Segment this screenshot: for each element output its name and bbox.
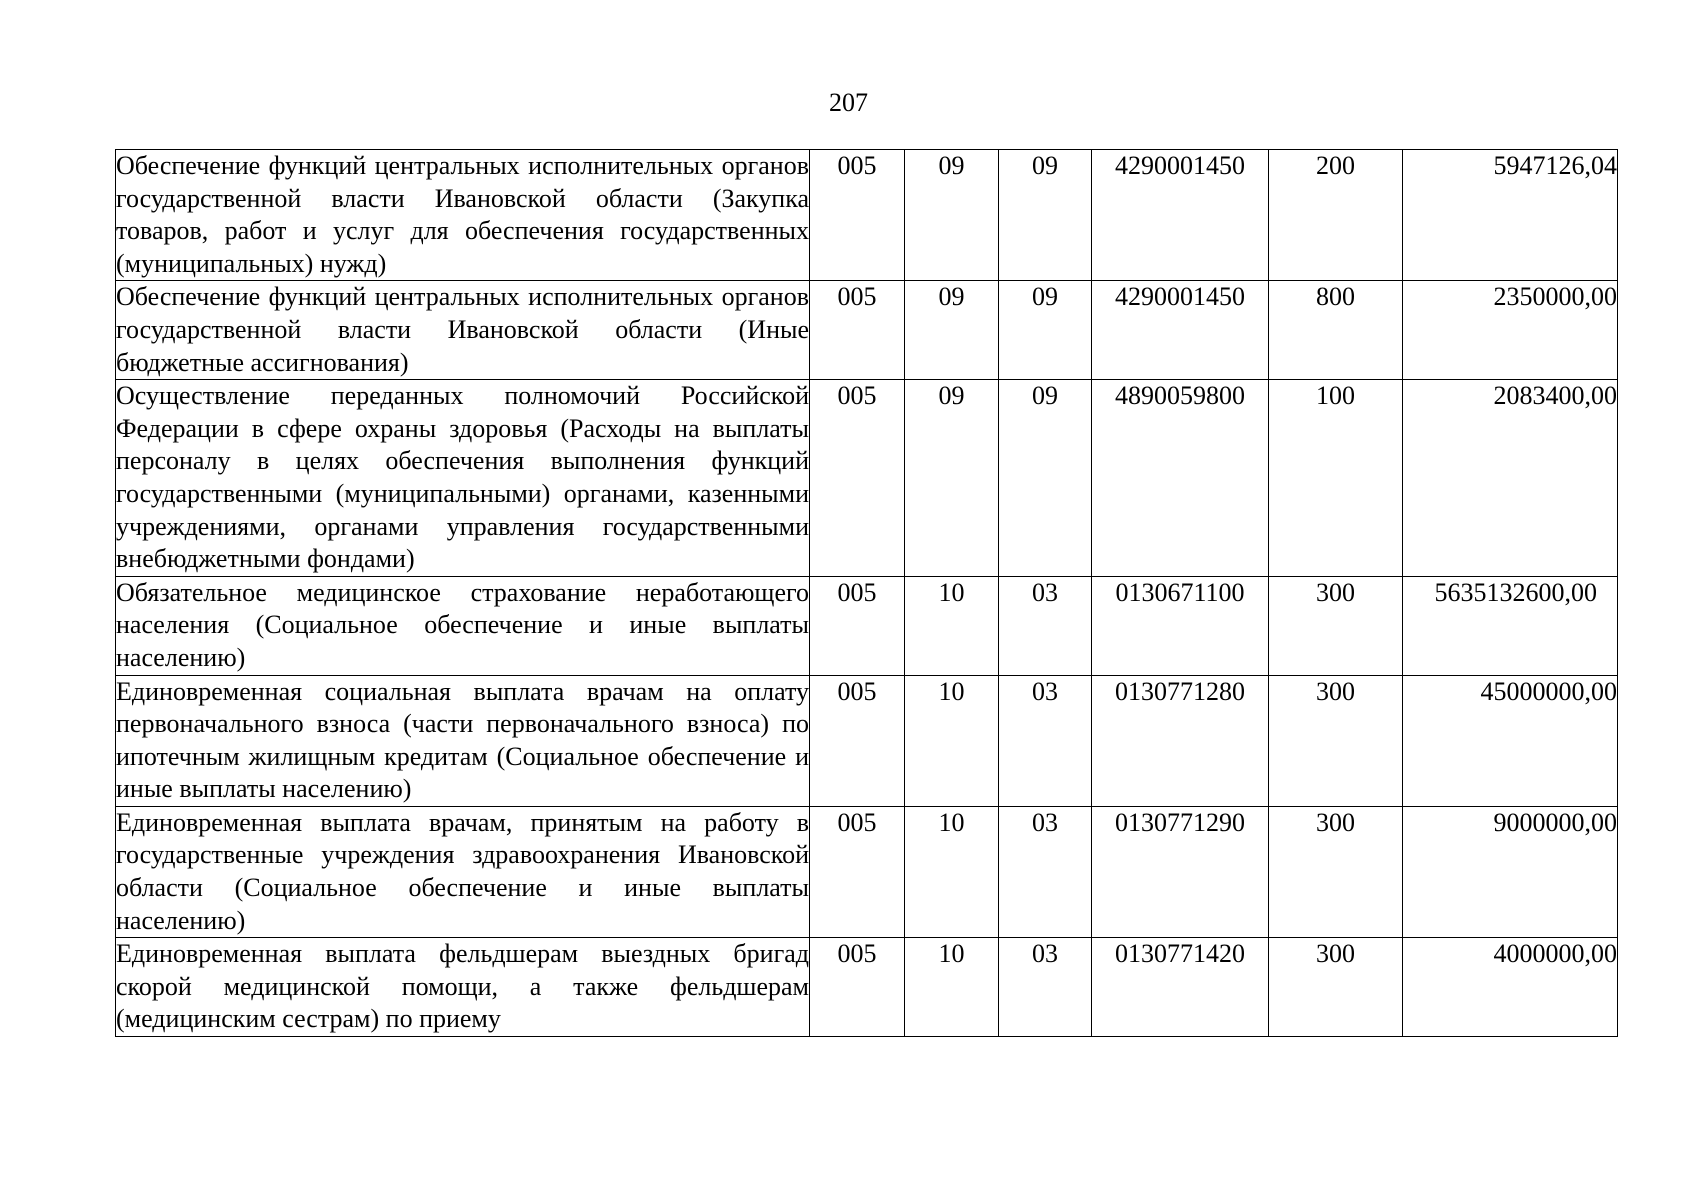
target-article-code: 4890059800 (1092, 380, 1269, 577)
subsection-code: 09 (999, 380, 1092, 577)
expense-type-code: 800 (1269, 281, 1403, 380)
expense-type-code: 300 (1269, 938, 1403, 1037)
target-article-code: 0130771420 (1092, 938, 1269, 1037)
subsection-code: 03 (999, 806, 1092, 937)
row-description: Единовременная выплата фельдшерам выездных бригад скорой медицинской помощи, а также фельдшерам (медицинским сестрам) по приему (116, 938, 810, 1037)
grbs-code: 005 (810, 675, 905, 806)
subsection-code: 03 (999, 576, 1092, 675)
grbs-code: 005 (810, 576, 905, 675)
amount: 5947126,04 (1403, 150, 1618, 281)
amount: 9000000,00 (1403, 806, 1618, 937)
section-code: 10 (905, 675, 999, 806)
subsection-code: 09 (999, 281, 1092, 380)
subsection-code: 03 (999, 675, 1092, 806)
row-description: Обеспечение функций центральных исполнительных органов государственной власти Ивановской области (Иные бюджетные ассигнования) (116, 281, 810, 380)
grbs-code: 005 (810, 380, 905, 577)
table-row (116, 150, 1618, 281)
grbs-code: 005 (810, 938, 905, 1037)
section-code: 09 (905, 380, 999, 577)
section-code: 10 (905, 806, 999, 937)
row-description: Единовременная социальная выплата врачам на оплату первоначального взноса (части первоначального взноса) по ипотечным жилищным кредитам (Социальное обеспечение и иные выплаты населению) (116, 675, 810, 806)
table-row (116, 938, 1618, 1037)
expense-type-code: 200 (1269, 150, 1403, 281)
table-row (116, 675, 1618, 806)
grbs-code: 005 (810, 806, 905, 937)
section-code: 10 (905, 576, 999, 675)
expense-type-code: 100 (1269, 380, 1403, 577)
subsection-code: 09 (999, 150, 1092, 281)
table-row (116, 380, 1618, 577)
amount: 45000000,00 (1403, 675, 1618, 806)
amount: 5635132600,00 (1403, 576, 1618, 675)
expense-type-code: 300 (1269, 806, 1403, 937)
row-description: Обязательное медицинское страхование неработающего населения (Социальное обеспечение и иные выплаты населению) (116, 576, 810, 675)
expense-type-code: 300 (1269, 576, 1403, 675)
amount: 2350000,00 (1403, 281, 1618, 380)
target-article-code: 0130771280 (1092, 675, 1269, 806)
section-code: 09 (905, 150, 999, 281)
budget-table (115, 149, 1618, 1037)
target-article-code: 4290001450 (1092, 281, 1269, 380)
grbs-code: 005 (810, 150, 905, 281)
grbs-code: 005 (810, 281, 905, 380)
row-description: Осуществление переданных полномочий Российской Федерации в сфере охраны здоровья (Расходы на выплаты персоналу в целях обеспечения выполнения функций государственными (муниципальными) органами, казенными учреждениями, органами управления государственными внебюджетными фондами) (116, 380, 810, 577)
expense-type-code: 300 (1269, 675, 1403, 806)
page-number: 207 (829, 88, 868, 117)
table-row (116, 806, 1618, 937)
target-article-code: 4290001450 (1092, 150, 1269, 281)
target-article-code: 0130771290 (1092, 806, 1269, 937)
table-row (116, 281, 1618, 380)
table-row (116, 576, 1618, 675)
amount: 4000000,00 (1403, 938, 1618, 1037)
target-article-code: 0130671100 (1092, 576, 1269, 675)
section-code: 09 (905, 281, 999, 380)
amount: 2083400,00 (1403, 380, 1618, 577)
row-description: Обеспечение функций центральных исполнительных органов государственной власти Ивановской области (Закупка товаров, работ и услуг для обеспечения государственных (муниципальных) нужд) (116, 150, 810, 281)
row-description: Единовременная выплата врачам, принятым на работу в государственные учреждения здравоохранения Ивановской области (Социальное обеспечение и иные выплаты населению) (116, 806, 810, 937)
subsection-code: 03 (999, 938, 1092, 1037)
section-code: 10 (905, 938, 999, 1037)
